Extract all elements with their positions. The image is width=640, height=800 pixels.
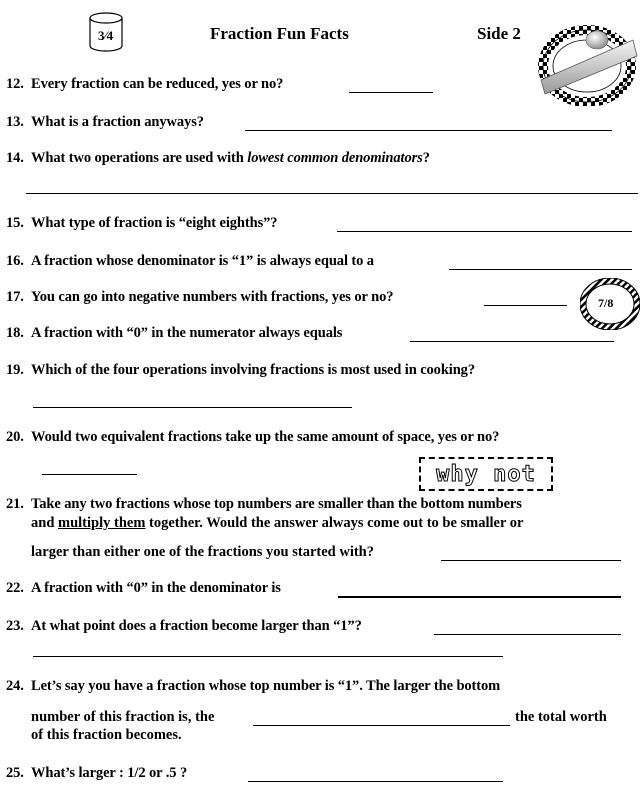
question-21-line-2: and multiply them together. Would the answer always come out to be smaller or	[31, 515, 524, 531]
question-14: 14. What two operations are used with lowest common denominators?	[6, 150, 430, 166]
answer-blank-12[interactable]	[349, 92, 433, 93]
answer-blank-15[interactable]	[337, 231, 632, 232]
answer-blank-13[interactable]	[245, 130, 612, 131]
answer-blank-14[interactable]	[26, 193, 638, 194]
question-16: 16. A fraction whose denominator is “1” is always equal to a	[6, 253, 374, 269]
question-13: 13. What is a fraction anyways?	[6, 114, 204, 130]
question-20: 20. Would two equivalent fractions take up the same amount of space, yes or no?	[6, 429, 500, 445]
answer-blank-24[interactable]	[253, 725, 510, 726]
question-22: 22. A fraction with “0” in the denominator is	[6, 580, 281, 596]
why-not-callout: why not	[419, 457, 553, 491]
question-18: 18. A fraction with “0” in the numerator always equals	[6, 325, 343, 341]
page-title: Fraction Fun Facts	[210, 24, 349, 43]
answer-blank-19[interactable]	[33, 407, 352, 408]
can-fraction-label: 3⁄4	[98, 28, 114, 43]
question-24-line-3: of this fraction becomes.	[31, 727, 182, 743]
badge-label: 7/8	[598, 296, 614, 310]
question-24-line-2-b: the total worth	[515, 709, 607, 725]
question-21-line-3: larger than either one of the fractions you started with?	[31, 544, 374, 560]
question-19: 19. Which of the four operations involving fractions is most used in cooking?	[6, 362, 475, 378]
question-24-line-2-a: number of this fraction is, the	[31, 709, 215, 725]
question-21: 21. Take any two fractions whose top numbers are smaller than the bottom numbers	[6, 496, 522, 512]
answer-blank-22[interactable]	[338, 596, 621, 598]
answer-blank-21[interactable]	[441, 560, 621, 561]
answer-blank-16[interactable]	[449, 269, 632, 270]
answer-blank-23b[interactable]	[33, 656, 503, 657]
question-15: 15. What type of fraction is “eight eighths”?	[6, 215, 278, 231]
question-23: 23. At what point does a fraction become larger than “1”?	[6, 618, 362, 634]
answer-blank-23a[interactable]	[434, 634, 621, 635]
question-25: 25. What’s larger : 1/2 or .5 ?	[6, 765, 188, 781]
answer-blank-18[interactable]	[410, 341, 614, 342]
question-12: 12. Every fraction can be reduced, yes or no?	[6, 76, 284, 92]
checkered-ring-logo-icon	[535, 22, 639, 106]
answer-blank-25[interactable]	[248, 781, 503, 782]
answer-blank-20[interactable]	[42, 474, 137, 475]
question-17: 17. You can go into negative numbers with fractions, yes or no?	[6, 289, 394, 305]
answer-blank-17[interactable]	[484, 305, 567, 306]
question-24: 24. Let’s say you have a fraction whose top number is “1”. The larger the bottom	[6, 678, 501, 694]
side-label: Side 2	[477, 24, 521, 43]
